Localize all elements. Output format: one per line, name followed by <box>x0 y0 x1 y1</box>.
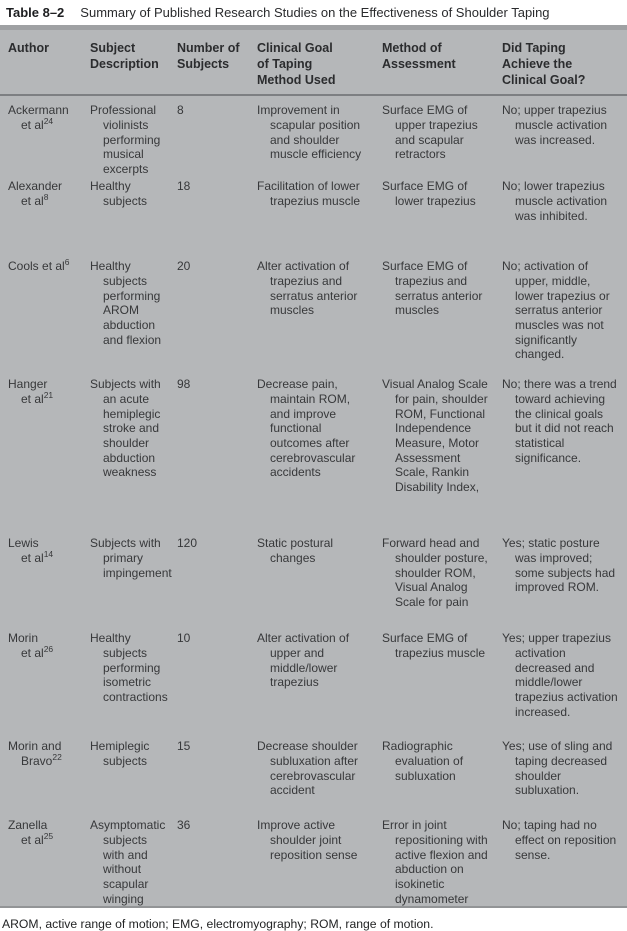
table-row <box>0 95 627 176</box>
table-row <box>0 533 627 628</box>
assessment-cell-text: Surface EMG of trapezius and serratus anterior muscles <box>382 259 483 318</box>
outcome-cell <box>502 628 627 736</box>
author-cell <box>0 815 90 906</box>
assessment-cell <box>382 533 502 628</box>
subject-cell <box>90 815 177 906</box>
reference-superscript: 8 <box>43 192 49 202</box>
outcome-cell <box>502 815 627 906</box>
table-header <box>0 30 627 95</box>
subject-cell-text: Healthy subjects performing isometric contractions <box>90 631 168 704</box>
goal-cell-text: Improvement in scapular position and shoulder muscle efficiency <box>257 103 362 162</box>
assessment-cell-text: Visual Analog Scale for pain, shoulder ROM, Functional Independence Measure, Motor Assessment Scale, Rankin Disability Index, <box>382 377 488 494</box>
table-row <box>0 736 627 815</box>
count-cell-text: 120 <box>177 536 198 551</box>
count-cell <box>177 736 257 815</box>
goal-cell <box>257 533 382 628</box>
subject-cell <box>90 256 177 374</box>
count-cell-text: 20 <box>177 259 191 274</box>
assessment-cell-text: Surface EMG of upper trapezius and scapular retractors <box>382 103 478 162</box>
outcome-cell-text: No; lower trapezius muscle activation was inhibited. <box>502 179 608 223</box>
author-cell <box>0 374 90 533</box>
goal-cell-text: Facilitation of lower trapezius muscle <box>257 179 361 208</box>
column-header <box>257 30 382 95</box>
count-cell <box>177 374 257 533</box>
assessment-cell <box>382 815 502 906</box>
author-cell <box>0 736 90 815</box>
studies-table <box>0 30 627 906</box>
subject-cell-text: Subjects with an acute hemiplegic stroke and shoulder abduction weakness <box>90 377 161 480</box>
author-cell <box>0 95 90 176</box>
goal-cell-text: Static postural changes <box>257 536 334 565</box>
subject-cell <box>90 176 177 256</box>
column-header-label: Clinical Goal of Taping Method Used <box>257 41 336 88</box>
count-cell <box>177 256 257 374</box>
table-row <box>0 628 627 736</box>
outcome-cell-text: No; taping had no effect on reposition sense. <box>502 818 617 862</box>
table-row <box>0 176 627 256</box>
column-header-label: Number of Subjects <box>177 41 240 72</box>
subject-cell <box>90 95 177 176</box>
outcome-cell-text: No; upper trapezius muscle activation was increased. <box>502 103 608 147</box>
count-cell <box>177 628 257 736</box>
table-container <box>0 25 627 908</box>
reference-superscript: 14 <box>43 549 54 559</box>
table-caption <box>0 0 627 21</box>
count-cell-text: 8 <box>177 103 184 118</box>
subject-cell-text: Asymptomatic subjects with and without scapular winging <box>90 818 166 906</box>
assessment-cell-text: Error in joint repositioning with active flexion and abduction on isokinetic dynamometer <box>382 818 488 906</box>
author-cell <box>0 533 90 628</box>
table-number-label: Table 8–2 <box>6 5 65 20</box>
outcome-cell-text: No; there was a trend toward achieving the clinical goals but it did not reach statistical significance. <box>502 377 617 465</box>
assessment-cell-text: Surface EMG of lower trapezius <box>382 179 476 208</box>
assessment-cell <box>382 628 502 736</box>
goal-cell <box>257 628 382 736</box>
reference-superscript: 22 <box>52 752 62 762</box>
author-cell <box>0 628 90 736</box>
goal-cell-text: Alter activation of trapezius and serratus anterior muscles <box>257 259 358 318</box>
table-row <box>0 256 627 374</box>
subject-cell <box>90 736 177 815</box>
goal-cell <box>257 374 382 533</box>
reference-superscript: 6 <box>64 257 70 268</box>
column-header-label: Did Taping Achieve the Clinical Goal? <box>502 41 586 88</box>
table-title: Summary of Published Research Studies on the Effectiveness of Shoulder Taping <box>80 5 550 20</box>
outcome-cell <box>502 176 627 256</box>
column-header <box>0 30 90 95</box>
subject-cell-text: Subjects with primary impingement <box>90 536 172 580</box>
author-text: Alexander et $al^8$ <box>8 179 63 208</box>
reference-superscript: 21 <box>43 390 54 400</box>
author-text: Morin et $al^{26}$ <box>8 631 54 660</box>
count-cell-text: 36 <box>177 818 191 833</box>
count-cell-text: 15 <box>177 739 191 754</box>
author-text: Morin and Bravo$^{22}$ <box>8 739 62 768</box>
count-cell <box>177 533 257 628</box>
goal-cell-text: Improve active shoulder joint reposition sense <box>257 818 358 862</box>
table-row <box>0 374 627 533</box>
outcome-cell <box>502 374 627 533</box>
author-text: Cools et $al^6$ <box>8 257 70 274</box>
column-header <box>382 30 502 95</box>
header-row <box>0 30 627 95</box>
assessment-cell <box>382 256 502 374</box>
subject-cell-text: Healthy subjects performing AROM abduction and flexion <box>90 259 162 347</box>
subject-cell <box>90 374 177 533</box>
assessment-cell-text: Surface EMG of trapezius muscle <box>382 631 486 660</box>
outcome-cell <box>502 256 627 374</box>
goal-cell-text: Alter activation of upper and middle/lower trapezius <box>257 631 350 690</box>
assessment-cell <box>382 95 502 176</box>
goal-cell <box>257 736 382 815</box>
reference-superscript: 24 <box>43 115 54 126</box>
count-cell <box>177 176 257 256</box>
goal-cell <box>257 176 382 256</box>
column-header <box>502 30 627 95</box>
outcome-cell-text: Yes; upper trapezius activation decreased and middle/lower trapezius activation increased. <box>502 631 618 719</box>
count-cell <box>177 95 257 176</box>
column-header-label: Subject Description <box>90 41 159 72</box>
author-text: Ackermann et $al^{24}$ <box>8 103 69 132</box>
count-cell-text: 98 <box>177 377 191 392</box>
assessment-cell <box>382 736 502 815</box>
outcome-cell <box>502 95 627 176</box>
column-header-label: Author <box>8 41 49 56</box>
author-text: Zanella et $al^{25}$ <box>8 818 54 847</box>
column-header <box>90 30 177 95</box>
assessment-cell <box>382 176 502 256</box>
outcome-cell <box>502 533 627 628</box>
assessment-cell <box>382 374 502 533</box>
table-body <box>0 95 627 906</box>
subject-cell-text: Professional violinists performing musical excerpts <box>90 103 161 176</box>
subject-cell-text: Healthy subjects <box>90 179 148 208</box>
goal-cell <box>257 815 382 906</box>
goal-cell-text: Decrease shoulder subluxation after cerebrovascular accident <box>257 739 359 798</box>
reference-superscript: 26 <box>43 644 54 654</box>
count-cell-text: 18 <box>177 179 191 194</box>
goal-cell <box>257 95 382 176</box>
table-row <box>0 815 627 906</box>
reference-superscript: 25 <box>43 831 54 841</box>
goal-cell <box>257 256 382 374</box>
count-cell-text: 10 <box>177 631 191 646</box>
author-text: Lewis et $al^{14}$ <box>8 536 54 565</box>
subject-cell <box>90 628 177 736</box>
count-cell <box>177 815 257 906</box>
column-header-label: Method of Assessment <box>382 41 456 72</box>
assessment-cell-text: Forward head and shoulder posture, shoulder ROM, Visual Analog Scale for pain <box>382 536 488 609</box>
subject-cell <box>90 533 177 628</box>
outcome-cell-text: Yes; use of sling and taping decreased shoulder subluxation. <box>502 739 613 798</box>
author-cell <box>0 256 90 374</box>
author-text: Hanger et $al^{21}$ <box>8 377 54 406</box>
footnote: AROM, active range of motion; EMG, electromyography; ROM, range of motion. <box>2 917 434 931</box>
outcome-cell-text: No; activation of upper, middle, lower trapezius or serratus anterior muscles was not significantly changed. <box>502 259 610 362</box>
outcome-cell <box>502 736 627 815</box>
outcome-cell-text: Yes; static posture was improved; some subjects had improved ROM. <box>502 536 616 595</box>
assessment-cell-text: Radiographic evaluation of subluxation <box>382 739 464 783</box>
column-header <box>177 30 257 95</box>
author-cell <box>0 176 90 256</box>
goal-cell-text: Decrease pain, maintain ROM, and improve functional outcomes after cerebrovascular accidents <box>257 377 356 480</box>
subject-cell-text: Hemiplegic subjects <box>90 739 150 768</box>
